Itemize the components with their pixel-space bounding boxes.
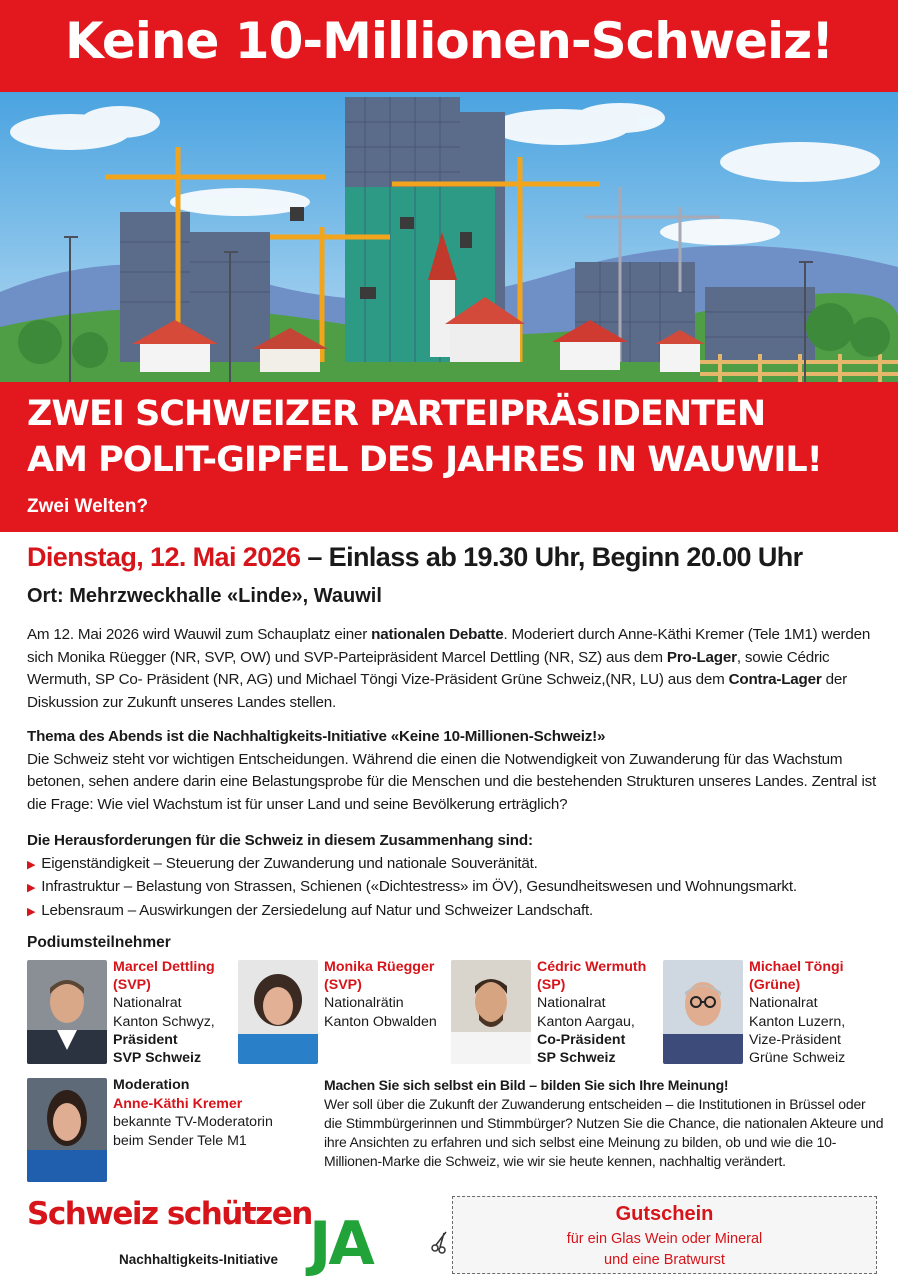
intro-bold-2: Pro-Lager (666, 648, 737, 666)
podium-label: Podiumsteilnehmer (27, 934, 171, 951)
brand-title: Schweiz schützen (27, 1196, 312, 1232)
challenges-section (27, 830, 877, 923)
hero-illustration (0, 92, 898, 382)
opinion-body: Wer soll über die Zukunft der Zuwanderung entscheiden – die Institutionen in Brüssel oder die Stimmbürgerinnen und Stimmbürger? Nutzen Sie die Chance, die nationalen Akteure und ihre Ansichten zu erfahren und sich selbst eine Meinung zu bilden, ob und wie die 10-Millionen-Marke die Schweiz, wie wir sie heute kennen, nachhaltig verändert. (324, 1096, 884, 1169)
brand-logo (27, 1196, 387, 1279)
headline-line-1: ZWEI SCHWEIZER PARTEIPRÄSIDENTEN (27, 394, 766, 434)
list-item (27, 876, 877, 900)
top-banner (0, 0, 898, 92)
speaker-name: Michael Töngi (749, 959, 844, 975)
speaker-role: Nationalrätin (324, 995, 404, 1012)
speaker-party: (SVP) (324, 977, 362, 994)
triangle-bullet-icon: ▶ (27, 882, 36, 894)
speaker-canton: Kanton Obwalden (324, 1013, 437, 1030)
intro-paragraph (27, 624, 877, 714)
speaker-photo (451, 960, 531, 1064)
intro-bold-1: nationalen Debatte (371, 626, 504, 643)
headline-band (0, 382, 898, 532)
scissors-icon (430, 1230, 450, 1254)
topic-heading: Thema des Abends ist die Nachhaltigkeits-Initiative «Keine 10-Millionen-Schweiz!» (27, 728, 606, 745)
headline-subtitle: Zwei Welten? (27, 496, 149, 517)
brand-ja: JA (309, 1209, 372, 1279)
triangle-bullet-icon: ▶ (27, 858, 36, 871)
intro-text-2: . Moderiert durch Anne-Käthi Kremer (Tele 1M1) werden sich Monika Rüegger (NR, SVP, OW) und SVP-Parteipräsident Marcel Dettling (NR, SZ) aus dem (27, 626, 871, 666)
triangle-bullet-icon: ▶ (27, 905, 36, 918)
speaker-party: (SVP) (113, 977, 151, 994)
moderator-name: Anne-Käthi Kremer (113, 1095, 243, 1112)
speaker-org: Grüne Schweiz (749, 1050, 846, 1067)
speaker-photo (27, 960, 107, 1064)
list-item-text: Eigenständigkeit – Steuerung der Zuwanderung und nationale Souveränität. (41, 854, 538, 872)
speaker-canton: Kanton Aargau, (537, 1013, 635, 1030)
speaker-canton: Kanton Schwyz, (113, 1013, 215, 1030)
intro-text-4: der Diskussion zur Zukunft unseres Landes stellen. (27, 671, 847, 711)
event-date-line (27, 542, 803, 573)
banner-title: Keine 10-Millionen-Schweiz! (64, 12, 834, 70)
speaker-photo (238, 960, 318, 1064)
voucher-title: Gutschein (615, 1203, 714, 1225)
intro-bold-3: Contra-Lager (728, 671, 822, 688)
intro-text-1: Am 12. Mai 2026 wird Wauwil zum Schauplatz einer (27, 626, 372, 643)
opinion-heading: Machen Sie sich selbst ein Bild – bilden Sie sich Ihre Meinung! (324, 1077, 729, 1093)
voucher-line-2: und eine Bratwurst (604, 1252, 725, 1268)
opinion-section (324, 1076, 884, 1171)
speaker-photo (663, 960, 743, 1064)
headline-line-2: AM POLIT-GIPFEL DES JAHRES IN WAUWIL! (27, 440, 822, 480)
moderator-channel: beim Sender Tele M1 (113, 1132, 247, 1149)
speaker-party: (SP) (537, 977, 566, 994)
moderation-label: Moderation (113, 1077, 190, 1093)
topic-body: Die Schweiz steht vor wichtigen Entscheidungen. Während die einen die Notwendigkeit von Zuwanderung für das Wachstum betonen, sehen andere darin eine Belastungsprobe für die Menschen und die bestehenden Strukturen unseres Landes. Zentral ist die Frage: Wie viel Wachstum ist für unser Land und seine Bevölkerung erträglich? (27, 750, 877, 813)
event-times: – Einlass ab 19.30 Uhr, Beginn 20.00 Uhr (300, 542, 803, 572)
speaker-title: Co-Präsident (537, 1031, 626, 1048)
speaker-party: (Grüne) (749, 977, 801, 994)
event-date: Dienstag, 12. Mai 2026 (27, 542, 301, 572)
intro-text-3: , sowie Cédric Wermuth, SP Co- Präsident (NR, AG) und Michael Töngi Vize-Präsident Grüne Schweiz,(NR, LU) aus dem (27, 648, 830, 688)
voucher-box[interactable] (452, 1196, 877, 1274)
speaker-role: Nationalrat (113, 995, 182, 1012)
moderator-photo (27, 1078, 107, 1182)
speaker-title: Präsident (113, 1031, 178, 1048)
list-item (27, 853, 877, 877)
speaker-name: Monika Rüegger (324, 959, 435, 975)
list-item-text: Lebensraum – Auswirkungen der Zersiedelung auf Natur und Schweizer Landschaft. (41, 901, 594, 919)
speaker-name: Cédric Wermuth (537, 959, 647, 975)
brand-subtitle: Nachhaltigkeits-Initiative (119, 1252, 279, 1267)
list-item-text: Infrastruktur – Belastung von Strassen, Schienen («Dichtestress» im ÖV), Gesundheitswesen und Wohnungsmarkt. (41, 878, 797, 895)
speaker-canton: Kanton Luzern, (749, 1013, 846, 1030)
voucher-line-1: für ein Glas Wein oder Mineral (566, 1231, 763, 1247)
challenges-heading: Die Herausforderungen für die Schweiz in diesem Zusammenhang sind: (27, 832, 533, 849)
speaker-title: Vize-Präsident (749, 1031, 842, 1048)
speaker-org: SVP Schweiz (113, 1050, 202, 1067)
speaker-name: Marcel Dettling (113, 959, 215, 975)
event-venue: Ort: Mehrzweckhalle «Linde», Wauwil (27, 585, 382, 607)
speaker-org: SP Schweiz (537, 1050, 616, 1067)
speaker-role: Nationalrat (749, 995, 818, 1012)
topic-section (27, 726, 877, 816)
list-item (27, 900, 877, 924)
moderator-role: bekannte TV-Moderatorin (113, 1114, 273, 1130)
speaker-role: Nationalrat (537, 995, 606, 1012)
